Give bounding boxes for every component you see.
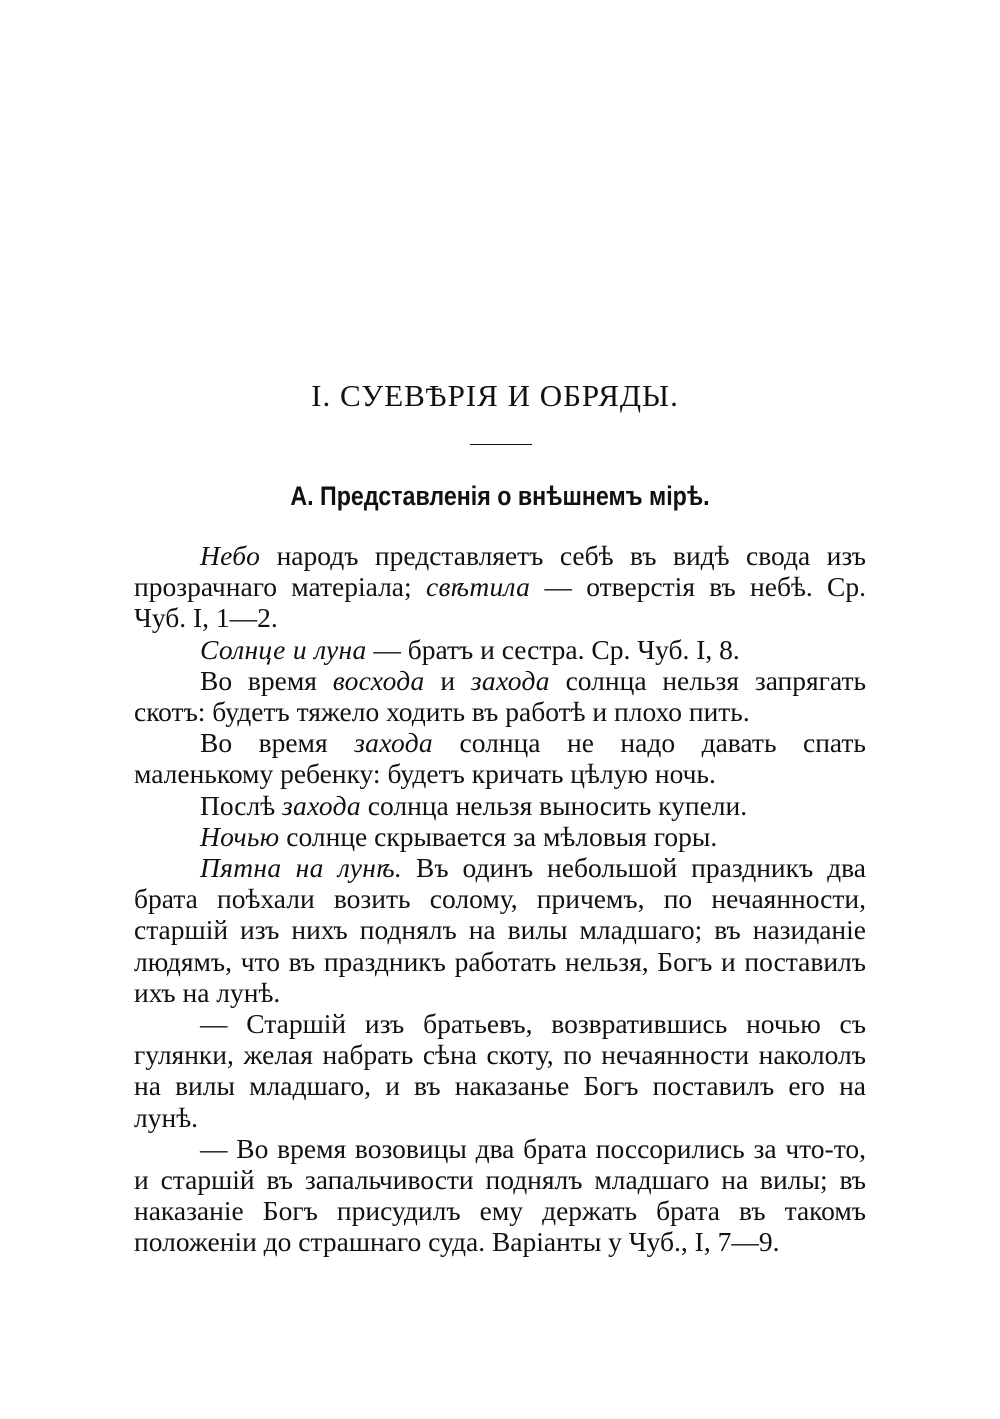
- paragraph-text: народъ представляетъ себѣ въ видѣ свода изъ прозрачнаго матеріала;: [134, 540, 866, 603]
- paragraph-variant-2: [134, 1133, 866, 1258]
- emphasis-term: свѣтила: [425, 571, 531, 603]
- paragraph-text: — отверстія въ небѣ. Ср. Чуб. I, 1—2.: [134, 571, 867, 634]
- paragraph-text: солнце скрывается за мѣловыя горы.: [279, 820, 718, 852]
- title-divider: [470, 444, 532, 445]
- emphasis-term: Ночью: [200, 820, 280, 852]
- paragraph-text: Во время: [200, 664, 333, 696]
- paragraph-sun-moon: [134, 634, 866, 665]
- paragraph-sunrise-sunset: [134, 665, 866, 727]
- paragraph-text: Въ одинъ небольшой праздникъ два брата поѣхали возить солому, причемъ, по нечаянности, старшій изъ нихъ поднялъ на вилы младшаго; въ назиданіе людямъ, что въ праздникъ работать нельзя, Богъ и поставилъ ихъ на лунѣ.: [134, 852, 866, 1008]
- emphasis-term: захода: [282, 789, 361, 821]
- paragraph-text: Во время: [200, 727, 355, 759]
- body-text: [134, 540, 866, 1258]
- emphasis-term: Солнце и луна: [200, 633, 367, 665]
- paragraph-sky: [134, 540, 866, 634]
- emphasis-term: Небо: [200, 540, 261, 571]
- paragraph-text: солнца нельзя выносить купели.: [360, 789, 748, 821]
- chapter-title: I. СУЕВѢРІЯ И ОБРЯДЫ.: [311, 378, 679, 413]
- paragraph-text: солнца нельзя запрягать скотъ: будетъ тяжело ходить въ работѣ и плохо пить.: [134, 664, 867, 728]
- paragraph-variant-1: [134, 1008, 866, 1133]
- emphasis-term: захода: [470, 664, 550, 696]
- paragraph-night: [134, 821, 866, 852]
- paragraph-text: — Во время возовицы два брата поссорились за что-то, и старшій въ запальчивости поднялъ младшаго на вилы; въ наказаніе Богъ присудилъ ему держать брата въ такомъ положеніи до страшнаго суда. Варіанты у Чуб., I, 7—9.: [134, 1132, 866, 1258]
- paragraph-text: и: [424, 664, 471, 696]
- emphasis-term: Пятна на лунѣ.: [200, 852, 403, 884]
- paragraph-text: Послѣ: [200, 789, 283, 821]
- paragraph-text: — Старшій изъ братьевъ, возвратившись ночью съ гулянки, желая набрать сѣна скоту, по нечаянности накололъ на вилы младшаго, и въ наказанье Богъ поставилъ его на лунѣ.: [134, 1008, 866, 1133]
- paragraph-moon-spots: [134, 852, 866, 1008]
- paragraph-sunset-child: [134, 727, 866, 789]
- emphasis-term: восхода: [332, 664, 425, 696]
- paragraph-text: солнца не надо давать спать маленькому ребенку: будетъ кричать цѣлую ночь.: [134, 727, 866, 790]
- paragraph-after-sunset: [134, 790, 866, 821]
- emphasis-term: захода: [354, 727, 433, 759]
- paragraph-text: — братъ и сестра. Ср. Чуб. I, 8.: [366, 633, 740, 665]
- section-title: A. Представленія о внѣшнемъ мірѣ.: [290, 481, 710, 511]
